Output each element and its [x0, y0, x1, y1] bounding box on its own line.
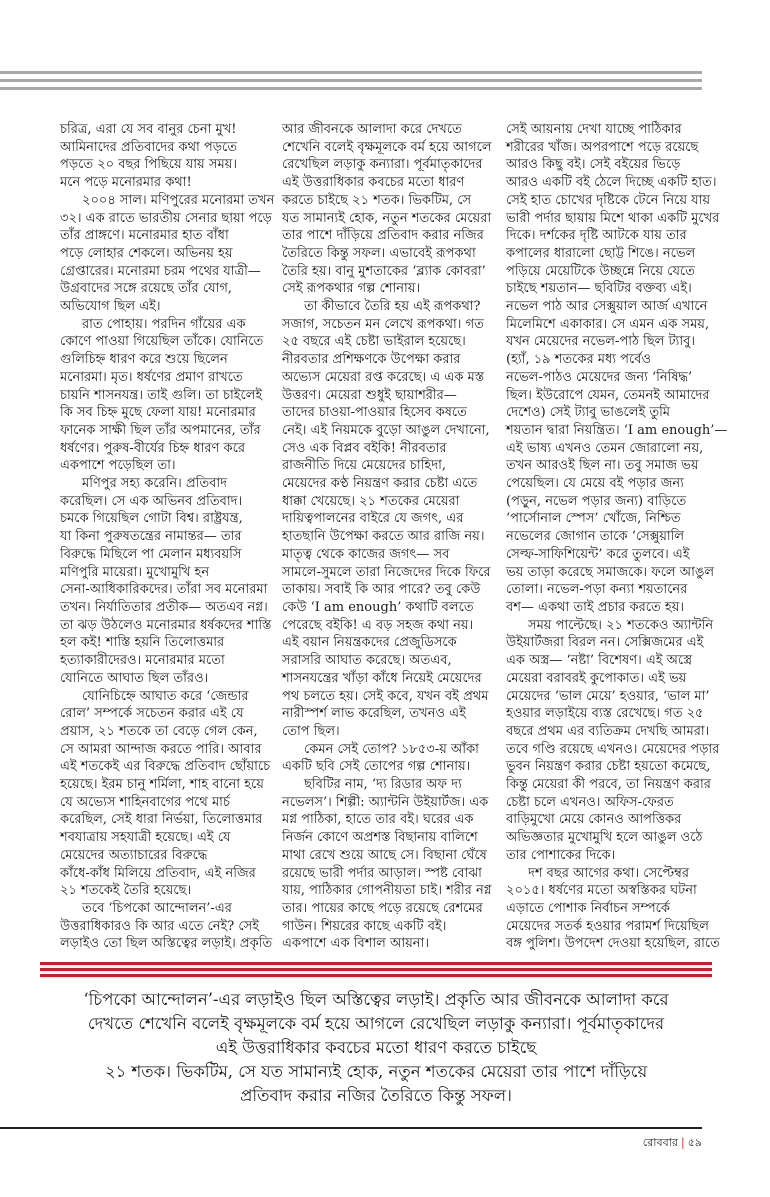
pullquote-line: এই উত্তরাধিকার কবচের মতো ধারণ করতে চাইছে [215, 1038, 537, 1057]
text-line: গ্রেপ্তারের। মনোরমা চরম পথের যাত্রী— [60, 263, 261, 279]
text-line: বঙ্গ পুলিশ। উপদেশ দেওয়া হয়েছিল, রাতে [506, 936, 720, 952]
pullquote-rule [40, 962, 712, 965]
text-line: মগ্ন পাঠিকা, হাতে তার বই। ঘরের এক [282, 812, 474, 828]
text-line: শেখেনি বলেই বৃক্ষমূলকে বর্ম হয়ে আগলে [282, 139, 492, 155]
text-line: উত্তরাধিকারও কি আর এতে নেই? সেই [60, 918, 259, 934]
text-line: ৩২। এক রাতে ভারতীয় সেনার ছায়া পড়ে [60, 210, 272, 226]
text-line: চাইছে শয়তান— ছবিটির বক্তব্য এই। [506, 281, 692, 297]
text-line: ২০০৪ সাল। মণিপুরের মনোরমা তখন [82, 192, 275, 208]
text-line: বাড়িমুখো মেয়ে কোনও আপত্তিকর [506, 812, 682, 828]
text-line: কোণে পাওয়া গিয়েছিল তাঁকে। যোনিতে [60, 334, 264, 350]
text-line: চেষ্টা চলে এখনও। অফিস-ফেরত [506, 794, 674, 810]
text-line: পড়িয়ে মেয়েটিকে উচ্ছন্নে নিয়ে যেতে [506, 263, 695, 279]
footer-separator: | [681, 1136, 685, 1149]
text-line: এক অস্ত্র— ‘নষ্টা’ বিশেষণ। এই অস্ত্রে [506, 653, 693, 669]
text-line: তা ঝড় উঠলেও মনোরমার ধর্ষকদের শাস্তি [60, 617, 272, 633]
text-line: রাত পোহায়। পরদিন গাঁয়ের এক [82, 316, 246, 332]
pullquote [40, 988, 712, 1108]
text-line: চরিত্র, এরা যে সব বানুর চেনা মুখ! [60, 122, 237, 137]
text-line: কাঁধে-কাঁধ মিলিয়ে প্রতিবাদ, এই নজির [60, 865, 256, 881]
paragraph [60, 688, 270, 900]
text-line: বিরুদ্ধে মিছিলে পা মেলান মধ্যবয়সি [60, 546, 242, 562]
article-column-3 [506, 121, 728, 953]
pullquote-rule [40, 968, 712, 971]
text-line: একপাশে এক বিশাল আয়না। [282, 936, 429, 952]
text-line: শাসনযন্ত্রের খাঁড়া কাঁধে নিয়েই মেয়েদের [282, 670, 482, 686]
text-line: তোপ ছিল। [282, 723, 340, 739]
text-line: তোলা। নভেল-পড়া কন্যা শয়তানের [506, 582, 688, 598]
text-line: যে অভ্যেস শাহিনবাগের পথে মার্চ [60, 794, 230, 810]
text-line: নেই। এই নিয়মকে বুড়ো আঙুল দেখানো, [282, 422, 490, 438]
text-line: সেল্ফ-সাফিশিয়েন্ট’ করে তুলবে। এই [506, 546, 690, 562]
text-line: শবযাত্রায় সহযাত্রী হয়েছে। এই যে [60, 830, 231, 846]
text-line: তবে ‘চিপকো আন্দোলন’-এর [82, 900, 232, 916]
text-line: উইয়ার্টজরা বিরল নন। সেক্সিজমের এই [506, 635, 704, 651]
text-line: এড়াতে পোশাক নির্বাচন সম্পর্কে [506, 900, 670, 916]
text-line: অভিজ্ঞতার মুখোমুখি হলে আঙুল ওঠে [506, 830, 703, 846]
text-line: তাদের চাওয়া-পাওয়ার হিসেব কষতে [282, 405, 467, 421]
text-line: নারীস্পর্শ লাভ করেছিল, তখনও এই [282, 706, 466, 722]
text-line: মেয়েদের ‘ভাল মেয়ে’ হওয়ার, ‘ভাল মা’ [506, 688, 710, 704]
footer-rule [0, 1127, 702, 1129]
text-line: হয়েছে। ইরম চানু শর্মিলা, শাহ বানো হয়ে [60, 777, 264, 793]
text-line: পেয়েছিল। যে মেয়ে বই পড়ার জন্য [506, 476, 684, 492]
text-line: মেয়েদের কণ্ঠ নিয়ন্ত্রণ করার চেষ্টা এতে [282, 476, 478, 492]
text-line: দিকে। দর্শকের দৃষ্টি আটকে যায় তার [506, 228, 687, 244]
text-line: একপাশে পড়েছিল তা। [60, 458, 176, 474]
paragraph [282, 776, 494, 953]
text-line: কি সব চিহ্ন মুছে ফেলা যায়! মনোরমার [60, 405, 256, 421]
text-line: এই উত্তরাধিকার কবচের মতো ধারণ [282, 175, 465, 191]
text-line: তার পোশাকের দিকে। [506, 847, 616, 863]
text-line: মেয়েরা বরাবরই কুপোকাত। এই ভয় [506, 670, 687, 686]
text-line: গাউন। শিয়রের কাছে একটি বই। [282, 918, 447, 934]
text-line: দশ বছর আগের কথা। সেপ্টেম্বর [528, 865, 690, 881]
text-line: সে আমরা আন্দাজ করতে পারি। আবার [60, 741, 262, 757]
text-line: নভেল পাঠ আর সেক্সুয়াল আর্জ এখানে [506, 299, 708, 315]
text-line: পড়তে ২০ বছর পিছিয়ে যায় সময়। [60, 157, 237, 173]
text-line: অভ্যেস মেয়েরা রপ্ত করেছে। এ এক মস্ত [282, 369, 485, 385]
text-line: তখন। নির্যাতিতার প্রতীক— অতএব নগ্ন। [60, 599, 268, 615]
text-line: আর জীবনকে আলাদা করে দেখতে [282, 122, 462, 137]
paragraph [506, 617, 720, 865]
text-line: তাকায়। সবাই কি আর পারে? তবু কেউ [282, 582, 481, 598]
text-line: যায়, পাঠিকার গোপনীয়তা চাই। শরীর নগ্ন [282, 883, 492, 899]
text-line: ২৫ বছরে এই চেষ্টা ভাইরাল হয়েছে। [282, 334, 466, 350]
paragraph [506, 865, 720, 954]
text-line: যোনিচিহ্নে আঘাত করে ‘জেন্ডার [82, 688, 249, 704]
text-line: হত্যাকারীদেরও। মনোরমার মতো [60, 653, 225, 669]
text-line: অভিযোগ ছিল এই। [60, 299, 161, 315]
paragraph [282, 741, 494, 776]
text-line: আরও কিছু বই। সেই বইয়ের ভিড়ে [506, 157, 681, 173]
text-line: নভেলস’। শিল্পী: অ্যান্টনি উইয়ার্টজ। এক [282, 794, 489, 810]
text-line: দায়িত্বপালনের বাইরে যে জগৎ, এর [282, 511, 464, 527]
text-line: ফানেক সাক্ষী ছিল তাঁর অপমানের, তাঁর [60, 422, 261, 438]
text-line: নভেলের জোগান তাকে ‘সেক্সুয়ালি [506, 529, 685, 545]
text-line: পেরেছে বইকি! এ বড় সহজ কথা নয়। [282, 617, 474, 633]
text-line: তবে গণ্ডি রয়েছে এখনও। মেয়েদের পড়ার [506, 741, 720, 757]
text-line: এই বয়ান নিয়ন্ত্রকদের প্রেজুডিসকে [282, 635, 457, 651]
text-line: করেছিল, সেই ধারা নির্ভয়া, তিলোত্তমার [60, 812, 263, 828]
text-line: ধর্ষণের। পুরুষ-বীর্যের চিহ্ন ধারণ করে [60, 440, 245, 456]
text-line: উত্তরণ। মেয়েরা শুধুই ছায়াশরীর— [282, 387, 457, 403]
text-line: গুলিচিহ্ন ধারণ করে শুয়ে ছিলেন [60, 352, 228, 368]
text-line: বশ— একথা তাই প্রচার করতে হয়। [506, 599, 685, 615]
paragraph [282, 298, 494, 741]
text-line: রেখেছিল লড়াকু কন্যারা। পূর্বমাতৃকাদের [282, 157, 483, 173]
text-line: (হ্যাঁ, ১৯ শতকের মধ্য পর্বেও [506, 352, 652, 368]
text-line: মনে পড়ে মনোরমার কথা! [60, 175, 192, 191]
page-number: ৫৯ [687, 1136, 702, 1149]
pullquote-line: ২১ শতক। ভিকটিম, সে যত সামান্যই হোক, নতুন শতকের মেয়েরা তার পাশে দাঁড়িয়ে [104, 1062, 648, 1081]
text-line: দেশেও) সেই ট্যাবু ভাঙলেই তুমি [506, 405, 671, 421]
text-line: করেছিল। সে এক অভিনব প্রতিবাদ। [60, 493, 243, 509]
text-line: কপালের ধারালো ছোট্ট শিঙে। নভেল [506, 245, 696, 261]
magazine-name: রোববার [642, 1136, 678, 1149]
text-line: সরাসরি আঘাত করেছে। অতএব, [282, 653, 452, 669]
text-line: শরীরের খাঁজ। অপরপাশে পড়ে রয়েছে [506, 139, 699, 155]
text-line: কেমন সেই তোপ? ১৮৫৩-য় আঁকা [304, 741, 479, 757]
text-line: এই ভাষ্য এখনও তেমন জোরালো নয়, [506, 440, 704, 456]
paragraph [60, 316, 270, 475]
text-line: নীরবতার প্রশিক্ষণকে উপেক্ষা করার [282, 352, 461, 368]
pullquote-line: প্রতিবাদ করার নজির তৈরিতে কিন্তু সফল। [240, 1086, 512, 1105]
text-line: যোনিতে আঘাত ছিল তাঁরও। [60, 670, 209, 686]
paragraph [506, 121, 728, 617]
page-footer [643, 1134, 702, 1153]
article-column-2 [282, 121, 494, 953]
text-line: কেউ ‘I am enough’ কথাটি বলতে [282, 599, 474, 615]
text-line: বছরে প্রথম এর ব্যতিক্রম দেখছি আমরা। [506, 723, 710, 739]
text-line: মিলেমিশে একাকার। সে এমন এক সময়, [506, 316, 710, 332]
text-line: উগ্রবাদের সঙ্গে রয়েছে তাঁর যোগ, [60, 281, 233, 297]
top-rule [0, 71, 702, 74]
text-line: তখন আরওই ছিল না। তবু সমাজ ভয় [506, 458, 699, 474]
text-line: রাজনীতি দিয়ে মেয়েদের চাহিদা, [282, 458, 446, 474]
text-line: করতে চাইছে ২১ শতক। ভিকটিম, সে [282, 192, 472, 208]
text-line: লড়াইও তো ছিল অস্তিত্বের লড়াই। প্রকৃতি [60, 936, 273, 952]
text-line: এই শতকেই এর বিরুদ্ধে প্রতিবাদ ছোঁয়াচে [60, 759, 271, 775]
text-line: তৈরি হয়। বানু মুশতাকের ‘ব্ল্যাক কোবরা’ [282, 263, 486, 279]
text-line: ‘পার্সোনাল স্পেস’ খোঁজে, নিশ্চিত [506, 511, 681, 527]
top-rule [0, 87, 702, 90]
text-line: সামলে-সুমলে তারা নিজেদের দিকে ফিরে [282, 564, 491, 580]
text-line: মেয়েদের অত্যাচারের বিরুদ্ধে [60, 847, 208, 863]
text-line: মেয়েদের সতর্ক হওয়ার পরামর্শ দিয়েছিল [506, 918, 709, 934]
text-line: কিন্তু মেয়েরা কী পরবে, তা নিয়ন্ত্রণ করার [506, 777, 711, 793]
paragraph [60, 900, 273, 953]
text-line: সেনা-আধিকারিকদের। তাঁরা সব মনোরমা [60, 582, 268, 598]
text-line: আরও একটি বই ঠেলে দিচ্ছে একটি হাত। [506, 175, 717, 191]
text-line: সজাগ, সচেতন মন লেখে রূপকথা। গত [282, 316, 484, 332]
text-line: ২০১৫। ধর্ষণের মতো অস্বস্তিকর ঘটনা [506, 883, 697, 899]
text-line: তা কীভাবে তৈরি হয় এই রূপকথা? [304, 299, 481, 315]
text-line: ২১ শতকেই তৈরি হয়েছে। [60, 883, 192, 899]
text-line: শয়তান দ্বারা নিয়ন্ত্রিত। ‘I am enough’— [506, 422, 728, 438]
text-line: তার। পায়ের কাছে পড়ে রয়েছে রেশমের [282, 900, 483, 916]
text-line: ছিল। ইউরোপে যেমন, তেমনই আমাদের [506, 387, 710, 403]
text-line: ধাক্কা খেয়েছে। ২১ শতকের মেয়েরা [282, 493, 460, 509]
pullquote-line: দেখতে শেখেনি বলেই বৃক্ষমূলকে বর্ম হয়ে আগলে রেখেছিল লড়াকু কন্যারা। পূর্বমাতৃকাদের [87, 1014, 665, 1033]
text-line: আমিনাদের প্রতিবাদের কথা পড়তে [60, 139, 237, 155]
top-rule [0, 79, 702, 82]
paragraph [60, 192, 275, 316]
text-line: হল কই! শাস্তি হয়নি তিলোত্তমার [60, 635, 225, 651]
text-line: মণিপুরি মায়েরা। মুখোমুখি হন [60, 564, 210, 580]
text-line: নির্জন কোণে অপ্রশস্ত বিছানায় বালিশে [282, 830, 478, 846]
text-line: তার পাশে দাঁড়িয়ে প্রতিবাদ করার নজির [282, 228, 484, 244]
text-line: রয়েছে ভারী পর্দার আড়াল। স্পষ্ট বোঝা [282, 865, 482, 881]
article-column-1 [60, 121, 275, 953]
text-line: যা কিনা পুরুষতন্ত্রের নামান্তর— তার [60, 529, 242, 545]
text-line: চায়নি শাসনযন্ত্র। তাই গুলি। তা চাইলেই [60, 387, 263, 403]
text-line: চমকে গিয়েছিল গোটা বিশ্ব। রাষ্ট্রযন্ত্র, [60, 511, 243, 527]
pullquote-line: ‘চিপকো আন্দোলন’-এর লড়াইও ছিল অস্তিত্বের লড়াই। প্রকৃতি আর জীবনকে আলাদা করে [83, 990, 669, 1009]
text-line: সেও এক বিপ্লব বইকি! নীরবতার [282, 440, 447, 456]
text-line: ভুবন নিয়ন্ত্রণ করার চেষ্টা হয়তো কমেছে, [506, 759, 711, 775]
text-line: প্রয়াস, ২১ শতকে তা বেড়ে গেল কেন, [60, 723, 258, 739]
text-line: যত সামান্যই হোক, নতুন শতকের মেয়েরা [282, 210, 492, 226]
text-line: যখন মেয়েদের নভেল-পাঠ ছিল ট্যাবু। [506, 334, 695, 350]
text-line: নভেল-পাঠও মেয়েদের জন্য ‘নিষিদ্ধ’ [506, 369, 693, 385]
text-line: তাঁর প্রাঙ্গণে। মনোরমার হাত বাঁধা [60, 228, 229, 244]
text-line: পথ চলতে হয়। সেই কবে, যখন বই প্রথম [282, 688, 489, 704]
text-line: পড়ে লোহার শেকলে। অভিনয় হয় [60, 245, 233, 261]
text-line: সেই হাত চোখের দৃষ্টিকে টেনে নিয়ে যায় [506, 192, 711, 208]
paragraph [282, 121, 494, 298]
text-line: ভয় তাড়া করেছে সমাজকে। ফলে আঙুল [506, 564, 715, 580]
pullquote-rule [40, 974, 712, 977]
text-line: একটি ছবি সেই তোপের গল্প শোনায়। [282, 759, 471, 775]
text-line: সময় পাল্টেছে। ২১ শতকেও অ্যান্টনি [528, 617, 714, 633]
text-line: মাতৃত্ব থেকে কাজের জগৎ— সব [282, 546, 450, 562]
text-line: সেই রূপকথার গল্প শোনায়। [282, 281, 421, 297]
paragraph [60, 475, 270, 687]
text-line: মণিপুর সহ্য করেনি। প্রতিবাদ [82, 476, 227, 492]
text-line: তৈরিতে কিন্তু সফল। এভাবেই রূপকথা [282, 245, 476, 261]
text-line: হওয়ার লড়াইয়ে ব্যস্ত রেখেছে। গত ২৫ [506, 706, 704, 722]
text-line: (পড়ুন, নভেল পড়ার জন্য) বাড়িতে [506, 493, 687, 509]
text-line: রোল’ সম্পর্কে সচেতন করার এই যে [60, 706, 244, 722]
text-line: মনোরমা। মৃত। ধর্ষণের প্রমাণ রাখতে [60, 369, 243, 385]
text-line: ভারী পর্দার ছায়ায় মিশে থাকা একটি মুখের [506, 210, 720, 226]
text-line: মাথা রেখে শুয়ে আছে সে। বিছানা ঘেঁষে [282, 847, 487, 863]
text-line: সেই আয়নায় দেখা যাচ্ছে পাঠিকার [506, 122, 682, 137]
text-line: হাতছানি উপেক্ষা করতে আর রাজি নয়। [282, 529, 485, 545]
text-line: ছবিটির নাম, ‘দ্য রিডার অফ দ্য [304, 777, 462, 793]
paragraph [60, 121, 270, 192]
